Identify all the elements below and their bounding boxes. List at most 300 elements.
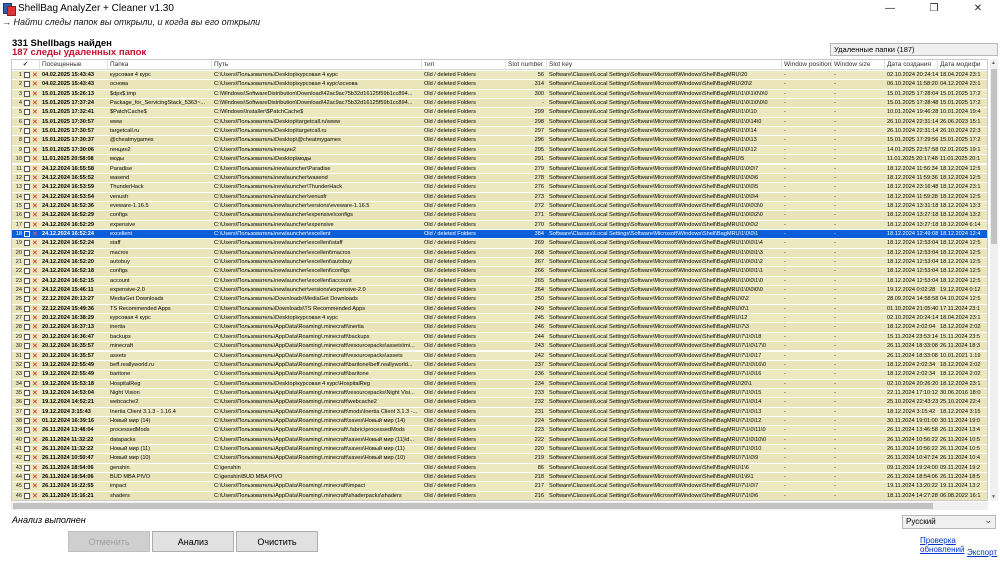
cell-slot-key: Software\Classes\Local Settings\Software\Microsoft\Windows\Shell\BagMRU\7\1\0\9: [549, 455, 759, 462]
cell-slot-number: 265: [534, 277, 544, 284]
cell-window-size: -: [834, 212, 836, 219]
table-row[interactable]: [12, 155, 988, 164]
status-text: Анализ выполнен: [12, 515, 86, 525]
table-row[interactable]: [12, 193, 988, 202]
cell-window-position: -: [784, 230, 786, 237]
table-row[interactable]: [12, 286, 988, 295]
deleted-x-icon: ✕: [32, 455, 38, 463]
deleted-count: [12, 47, 146, 58]
cell-window-size: -: [834, 202, 836, 209]
cell-window-position: -: [784, 417, 786, 424]
cell-modified-date: 18.12.2024 2:02: [940, 361, 981, 368]
table-row[interactable]: [12, 90, 988, 99]
row-checkbox[interactable]: [24, 194, 30, 200]
cell-slot-key: Software\Classes\Local Settings\Software\Microsoft\Windows\Shell\BagMRU\12: [549, 315, 748, 322]
cell-folder: Paradise: [110, 165, 133, 172]
row-checkbox[interactable]: [24, 287, 30, 293]
row-checkbox[interactable]: [24, 147, 30, 153]
cell-modified-date: 18.12.2024 12:5: [940, 249, 981, 256]
row-checkbox[interactable]: [24, 166, 30, 172]
cell-visited: 19.12.2024 15:53:18: [42, 380, 94, 387]
cell-type: Old / deleted Folders: [424, 333, 476, 340]
cell-window-size: -: [834, 259, 836, 265]
cell-window-position: -: [784, 446, 786, 452]
row-checkbox[interactable]: [24, 371, 30, 377]
table-row[interactable]: [12, 352, 988, 361]
cell-created-date: 15.01.2025 17:28:48: [887, 100, 938, 107]
cell-folder: configs: [110, 268, 128, 275]
column-header-path[interactable]: Путь: [212, 60, 422, 70]
cell-modified-date: 18.12.2024 13:3: [940, 202, 981, 209]
row-number: 44: [15, 474, 22, 481]
language-dropdown[interactable]: Русский ⌄: [902, 515, 996, 529]
horizontal-scroll-thumb[interactable]: [13, 503, 933, 509]
row-checkbox[interactable]: [24, 203, 30, 209]
minimize-button[interactable]: —: [885, 3, 895, 14]
cell-path: C:\Users\Пользователь\Desktop\моды: [214, 156, 312, 163]
cell-slot-key: Software\Classes\Local Settings\Software\Microsoft\Windows\Shell\BagMRU\5: [549, 156, 745, 163]
cell-created-date: 18.12.2024 12:53:04: [887, 249, 938, 256]
column-header-modified-date[interactable]: Дата модифи: [938, 60, 988, 70]
cell-slot-key: Software\Classes\Local Settings\Software\Microsoft\Windows\Shell\BagMRU\7\1\0\13: [549, 408, 762, 415]
cell-folder: genshin: [110, 464, 130, 471]
cell-slot-key: Software\Classes\Local Settings\Software\Microsoft\Windows\Shell\BagMRU\1\0\0\0\0: [549, 287, 763, 294]
column-header-check[interactable]: ✔: [12, 60, 40, 70]
row-checkbox[interactable]: [24, 399, 30, 405]
column-header-visited[interactable]: Посещенные: [40, 60, 108, 70]
cell-path: C:\Users\Пользователь\Desktop\@cheatmygames: [214, 137, 341, 144]
cell-modified-date: 18.12.2024 12:4: [940, 230, 981, 237]
cell-window-size: -: [834, 118, 836, 125]
table-row[interactable]: [12, 333, 988, 342]
table-row[interactable]: [12, 417, 988, 426]
cell-window-position: -: [784, 277, 786, 284]
table-row[interactable]: [12, 202, 988, 211]
row-checkbox[interactable]: [24, 418, 30, 424]
cell-slot-key: Software\Classes\Local Settings\Software\Microsoft\Windows\Shell\BagMRU\7\1\0\11\0: [549, 427, 766, 434]
row-checkbox[interactable]: [24, 222, 30, 228]
cell-path: C:\Users\Пользователь\AppData\Roaming\.minecraft\resourcepacks\Night Visi...: [214, 389, 415, 396]
cell-path: C:\Users\Пользователь\Desktop\курсовая 4 курс: [214, 315, 338, 322]
cell-path: C:\Users\Пользователь\AppData\Roaming\.minecraft\.fabric\processedMods: [214, 427, 405, 434]
row-checkbox[interactable]: [24, 427, 30, 433]
row-checkbox[interactable]: [24, 212, 30, 218]
cell-modified-date: 18.12.2024 6:14: [940, 221, 981, 228]
cell-modified-date: 17.11.2024 23:1: [940, 305, 981, 312]
table-row[interactable]: [12, 389, 988, 398]
deleted-x-icon: ✕: [32, 361, 38, 369]
row-checkbox[interactable]: [24, 175, 30, 181]
table-row[interactable]: [12, 445, 988, 454]
close-button[interactable]: ✕: [973, 3, 983, 14]
table-row[interactable]: [12, 426, 988, 435]
row-checkbox[interactable]: [24, 493, 30, 499]
cell-folder: курсовая 4 курс: [110, 72, 151, 78]
cell-created-date: 18.12.2024 11:59:28: [887, 193, 938, 200]
table-row[interactable]: [12, 380, 988, 389]
table-row[interactable]: [12, 482, 988, 491]
cell-slot-key: Software\Classes\Local Settings\Software\Microsoft\Windows\Shell\BagMRU\1\0\1\0\0\0: [549, 100, 768, 107]
cell-slot-key: Software\Classes\Local Settings\Software\Microsoft\Windows\Shell\BagMRU\20\1: [549, 380, 753, 387]
cell-type: Old / deleted Folders: [424, 259, 476, 265]
cell-slot-number: 219: [534, 455, 544, 462]
row-checkbox[interactable]: [24, 268, 30, 274]
cell-path: C:\Users\Пользователь\newlauncher\ThunderHack: [214, 184, 343, 191]
table-row[interactable]: [12, 80, 988, 89]
cell-created-date: 06.10.2024 11:58:20: [887, 81, 938, 88]
cell-folder: shaders: [110, 492, 130, 499]
table-row[interactable]: [12, 211, 988, 220]
cell-window-size: -: [834, 483, 836, 490]
table-row[interactable]: [12, 71, 988, 80]
row-checkbox[interactable]: [24, 231, 30, 237]
cell-slot-key: Software\Classes\Local Settings\Software\Microsoft\Windows\Shell\BagMRU\7\1\0\14: [549, 399, 762, 406]
cell-slot-key: Software\Classes\Local Settings\Software\Microsoft\Windows\Shell\BagMRU\7\1\0\10: [549, 446, 762, 452]
table-row[interactable]: [12, 249, 988, 258]
row-checkbox[interactable]: [24, 72, 30, 78]
cell-visited: 19.12.2024 22:55:49: [42, 361, 94, 368]
column-header-folder[interactable]: Папка: [108, 60, 212, 70]
row-checkbox[interactable]: [24, 296, 30, 302]
row-checkbox[interactable]: [24, 455, 30, 461]
cell-visited: 22.12.2024 15:49:36: [42, 305, 94, 312]
cell-folder: $PatchCache$: [110, 109, 147, 116]
export-link[interactable]: Экспорт: [967, 548, 998, 557]
cell-type: Old / deleted Folders: [424, 352, 476, 359]
cell-type: Old / deleted Folders: [424, 417, 476, 424]
row-checkbox[interactable]: [24, 278, 30, 284]
cell-slot-number: 232: [534, 399, 544, 406]
cell-folder: курсовая 4 курс: [110, 315, 151, 322]
row-checkbox[interactable]: [24, 334, 30, 340]
cell-window-position: -: [784, 249, 786, 256]
column-header-slot-key[interactable]: Slot key: [547, 60, 782, 70]
cell-visited: 26.11.2024 15:16:21: [42, 492, 94, 499]
row-checkbox[interactable]: [24, 324, 30, 330]
table-row[interactable]: [12, 464, 988, 473]
cell-window-position: -: [784, 287, 786, 294]
cell-window-size: -: [834, 380, 836, 387]
cell-modified-date: 26.11.2024 18:3: [940, 343, 981, 350]
cell-path: C:\Users\Пользователь\AppData\Roaming\.minecraft\inertia: [214, 324, 364, 331]
table-row[interactable]: [12, 454, 988, 463]
table-row[interactable]: [12, 230, 988, 239]
cell-slot-number: 266: [534, 268, 544, 275]
row-number: 23: [15, 277, 22, 284]
row-checkbox[interactable]: [24, 259, 30, 265]
cell-window-position: -: [784, 193, 786, 200]
cell-window-size: -: [834, 361, 836, 368]
cell-created-date: 18.12.2024 11:59:36: [887, 174, 938, 181]
cell-folder: expensive-2.0: [110, 287, 145, 294]
row-checkbox[interactable]: [24, 184, 30, 190]
row-checkbox[interactable]: [24, 250, 30, 256]
cell-folder: $dpx$.tmp: [110, 90, 137, 97]
cell-window-position: -: [784, 296, 786, 303]
cell-slot-key: Software\Classes\Local Settings\Software\Microsoft\Windows\Shell\BagMRU\20: [549, 72, 748, 78]
table-row[interactable]: [12, 239, 988, 248]
cell-window-position: -: [784, 109, 786, 116]
cell-modified-date: 15.11.2024 23:5: [940, 333, 981, 340]
deleted-x-icon: ✕: [32, 296, 38, 304]
cell-slot-number: 295: [534, 146, 544, 153]
cell-visited: 24.12.2024 16:55:58: [42, 165, 94, 172]
cell-slot-number: 276: [534, 184, 544, 191]
row-checkbox[interactable]: [24, 306, 30, 312]
deleted-x-icon: ✕: [32, 380, 38, 388]
cell-type: Old / deleted Folders: [424, 90, 476, 97]
table-row[interactable]: [12, 99, 988, 108]
row-checkbox[interactable]: [24, 353, 30, 359]
cell-folder: account: [110, 277, 130, 284]
table-row[interactable]: [12, 183, 988, 192]
column-header-window-position[interactable]: Window position: [784, 61, 832, 68]
scroll-down-icon[interactable]: ▼: [991, 494, 996, 500]
cell-modified-date: 30.11.2024 19:0: [940, 417, 981, 424]
cell-modified-date: 10.01.2024 19:4: [940, 109, 981, 116]
cell-path: C:\Users\Пользователь\AppData\Roaming\.minecraft\impact: [214, 483, 366, 490]
column-header-type[interactable]: тип: [422, 60, 506, 70]
scroll-up-icon[interactable]: ▲: [991, 60, 996, 66]
row-number: 16: [15, 212, 22, 219]
table-row[interactable]: [12, 323, 988, 332]
cell-window-position: -: [784, 333, 786, 340]
cell-created-date: 18.12.2024 13:27:18: [887, 221, 938, 228]
table-row[interactable]: [12, 398, 988, 407]
cell-type: Old / deleted Folders: [424, 249, 476, 256]
row-number: 4: [18, 100, 22, 107]
deleted-x-icon: ✕: [32, 352, 38, 360]
cell-type: Old / deleted Folders: [424, 184, 476, 191]
row-checkbox[interactable]: [24, 381, 30, 387]
cell-created-date: 30.11.2024 19:01:00: [887, 417, 938, 424]
cell-window-size: -: [834, 128, 836, 135]
row-checkbox[interactable]: [24, 446, 30, 452]
row-checkbox[interactable]: [24, 137, 30, 143]
row-checkbox[interactable]: [24, 91, 30, 97]
cell-created-date: 18.12.2024 12:53:04: [887, 259, 938, 265]
table-row[interactable]: [12, 165, 988, 174]
cell-modified-date: 18.12.2024 2:02: [940, 371, 981, 378]
deleted-count-label: следы удаленных папок: [30, 47, 147, 58]
row-number: 42: [15, 455, 22, 462]
cell-visited: 24.12.2024 16:52:20: [42, 259, 94, 265]
cell-slot-key: Software\Classes\Local Settings\Software\Microsoft\Windows\Shell\BagMRU\1\0\0\2: [549, 221, 759, 228]
cell-slot-number: 222: [534, 436, 544, 443]
table-row[interactable]: [12, 146, 988, 155]
cell-slot-number: 264: [534, 287, 544, 294]
table-row[interactable]: [12, 370, 988, 379]
column-header-window-size[interactable]: Window size: [832, 60, 885, 70]
row-number: 10: [15, 156, 22, 163]
clean-button[interactable]: Очистить: [236, 531, 318, 552]
cell-modified-date: 15.01.2025 17:2: [940, 90, 981, 97]
row-checkbox[interactable]: [24, 119, 30, 125]
cell-path: C:\Users\Пользователь\Desktop\курсовая 4 курс\HospitalReg: [214, 380, 371, 387]
check-updates-link[interactable]: Проверка обновлений: [920, 536, 965, 554]
column-header-created-date[interactable]: Дата создания: [885, 60, 938, 70]
row-checkbox[interactable]: [24, 100, 30, 106]
cell-window-size: -: [834, 240, 836, 247]
table-row[interactable]: [12, 436, 988, 445]
row-number: 31: [15, 352, 22, 359]
cell-path: C:\Users\Пользователь\Desktop\targetcall.ru\www: [214, 118, 341, 125]
cancel-button[interactable]: Отменить: [68, 531, 150, 552]
vertical-scrollbar[interactable]: [990, 59, 998, 501]
deleted-x-icon: ✕: [32, 305, 38, 313]
cell-modified-date: 18.12.2024 12:5: [940, 259, 981, 265]
cell-modified-date: 26.11.2024 10:5: [940, 436, 981, 443]
row-checkbox[interactable]: [24, 156, 30, 162]
deleted-x-icon: ✕: [32, 174, 38, 182]
row-checkbox[interactable]: [24, 240, 30, 246]
cell-slot-number: 223: [534, 427, 544, 434]
table-row[interactable]: [12, 492, 988, 501]
cell-visited: 22.12.2024 20:13:27: [42, 296, 94, 303]
cell-created-date: 26.11.2024 10:47:24: [887, 455, 938, 462]
cell-window-size: -: [834, 193, 836, 200]
cell-type: Old / deleted Folders: [424, 230, 476, 237]
table-row[interactable]: [12, 277, 988, 286]
cell-type: Old / deleted Folders: [424, 128, 476, 135]
cell-modified-date: 26.11.2024 10:4: [940, 455, 981, 462]
cell-window-position: -: [784, 361, 786, 368]
column-header-slot-number[interactable]: Slot number: [506, 60, 547, 70]
table-row[interactable]: [12, 221, 988, 230]
cell-window-position: -: [784, 202, 786, 209]
table-row[interactable]: [12, 342, 988, 351]
horizontal-scrollbar[interactable]: [11, 502, 988, 510]
row-number: 39: [15, 427, 22, 434]
cell-window-position: -: [784, 455, 786, 462]
filter-dropdown[interactable]: Удаленные папки (187): [830, 43, 998, 56]
deleted-x-icon: ✕: [32, 146, 38, 154]
maximize-button[interactable]: ❐: [929, 3, 939, 14]
cell-visited: 26.11.2024 13:48:04: [42, 427, 94, 434]
cell-visited: 15.01.2025 17:37:24: [42, 100, 94, 107]
row-checkbox[interactable]: [24, 109, 30, 115]
cell-window-position: -: [784, 118, 786, 125]
cell-folder: Inertia Client 3.1.3 - 1.16.4: [110, 408, 176, 415]
cell-slot-number: 216: [534, 492, 544, 499]
cell-slot-number: -: [542, 100, 544, 107]
row-checkbox[interactable]: [24, 483, 30, 489]
deleted-x-icon: ✕: [32, 287, 38, 295]
cell-path: C:\Users\Пользователь\newlauncher\excellent\configs: [214, 268, 350, 275]
table-row[interactable]: [12, 408, 988, 417]
table-row[interactable]: [12, 258, 988, 267]
cell-type: Old / deleted Folders: [424, 174, 476, 181]
deleted-x-icon: ✕: [32, 315, 38, 323]
row-checkbox[interactable]: [24, 409, 30, 415]
cell-path: C:\Users\Пользователь\Downloads\TS Recommended Apps: [214, 305, 366, 312]
row-checkbox[interactable]: [24, 362, 30, 368]
row-number: 36: [15, 399, 22, 406]
cell-folder: Новый мир (14): [110, 417, 151, 424]
cell-visited: 24.12.2024 16:53:59: [42, 184, 94, 191]
cell-path: C:\Users\Пользователь\AppData\Roaming\.minecraft\saves\Новый мир (11): [214, 446, 405, 452]
cell-slot-key: Software\Classes\Local Settings\Software\Microsoft\Windows\Shell\BagMRU\1\0\0\1\2: [549, 259, 763, 265]
cell-type: Old / deleted Folders: [424, 361, 476, 368]
cell-type: Old / deleted Folders: [424, 380, 476, 387]
cell-slot-number: 297: [534, 128, 544, 135]
cell-window-size: -: [834, 165, 836, 172]
cell-type: Old / deleted Folders: [424, 427, 476, 434]
cell-created-date: 26.10.2024 22:31:14: [887, 118, 938, 125]
cell-slot-number: 268: [534, 249, 544, 256]
table-row[interactable]: [12, 361, 988, 370]
row-checkbox[interactable]: [24, 343, 30, 349]
cell-type: Old / deleted Folders: [424, 137, 476, 144]
cell-window-size: -: [834, 277, 836, 284]
table-row[interactable]: [12, 295, 988, 304]
cell-folder: генцин2: [110, 146, 131, 153]
row-checkbox[interactable]: [24, 465, 30, 471]
deleted-x-icon: ✕: [32, 408, 38, 416]
row-checkbox[interactable]: [24, 390, 30, 396]
cell-window-position: -: [784, 399, 786, 406]
table-row[interactable]: [12, 314, 988, 323]
analyze-button[interactable]: Анализ: [152, 531, 234, 552]
table-row[interactable]: [12, 473, 988, 482]
table-row[interactable]: [12, 108, 988, 117]
table-row[interactable]: [12, 305, 988, 314]
cell-slot-number: 291: [534, 156, 544, 163]
cell-visited: 26.11.2024 18:54:06: [42, 474, 94, 481]
cell-window-position: -: [784, 380, 786, 387]
cell-path: C:\Users\Пользователь\newlauncher\excellent: [214, 230, 331, 237]
row-checkbox[interactable]: [24, 437, 30, 443]
cell-visited: 20.12.2024 16:38:29: [42, 315, 94, 322]
table-row[interactable]: [12, 267, 988, 276]
row-number: 25: [15, 296, 22, 303]
table-row[interactable]: [12, 118, 988, 127]
row-checkbox[interactable]: [24, 128, 30, 134]
row-checkbox[interactable]: [24, 315, 30, 321]
cell-type: Old / deleted Folders: [424, 389, 476, 396]
cell-visited: 26.11.2024 11:32:22: [42, 446, 94, 452]
cell-created-date: 18.12.2024 12:53:04: [887, 268, 938, 275]
row-number: 22: [15, 268, 22, 275]
table-row[interactable]: [12, 127, 988, 136]
row-checkbox[interactable]: [24, 81, 30, 87]
cell-visited: 26.11.2024 16:22:55: [42, 483, 94, 490]
cell-created-date: 02.10.2024 20:24:14: [887, 315, 938, 322]
row-number: 35: [15, 389, 22, 396]
cell-modified-date: 18.04.2024 23:1: [940, 315, 981, 322]
cell-created-date: 15.11.2024 23:53:14: [887, 333, 938, 340]
cell-slot-key: Software\Classes\Local Settings\Software\Microsoft\Windows\Shell\BagMRU\7\1\0\10\0: [549, 436, 767, 443]
table-row[interactable]: [12, 174, 988, 183]
cell-visited: 24.12.2024 15:46:11: [42, 287, 94, 294]
cell-path: C:\Users\Пользователь\newlauncher\wasend: [214, 174, 328, 181]
cell-visited: 20.12.2024 16:36:47: [42, 333, 94, 340]
row-checkbox[interactable]: [24, 474, 30, 480]
deleted-x-icon: ✕: [32, 109, 38, 117]
cell-modified-date: 19.12.2024 0:12: [940, 287, 981, 294]
cell-type: Old / deleted Folders: [424, 455, 476, 462]
vertical-scroll-thumb[interactable]: [991, 69, 997, 244]
cell-window-position: -: [784, 212, 786, 219]
cell-created-date: 18.12.2024 11:56:34: [887, 165, 938, 172]
window-controls: [868, 0, 1000, 17]
deleted-x-icon: ✕: [32, 165, 38, 173]
table-row[interactable]: [12, 136, 988, 145]
cell-slot-key: Software\Classes\Local Settings\Software\Microsoft\Windows\Shell\BagMRU\1\0\0\2\0: [549, 212, 763, 219]
cell-folder: ThunderHack: [110, 184, 144, 191]
cell-folder: targetcall.ru: [110, 128, 140, 135]
cell-visited: 26.11.2024 18:54:06: [42, 464, 94, 471]
